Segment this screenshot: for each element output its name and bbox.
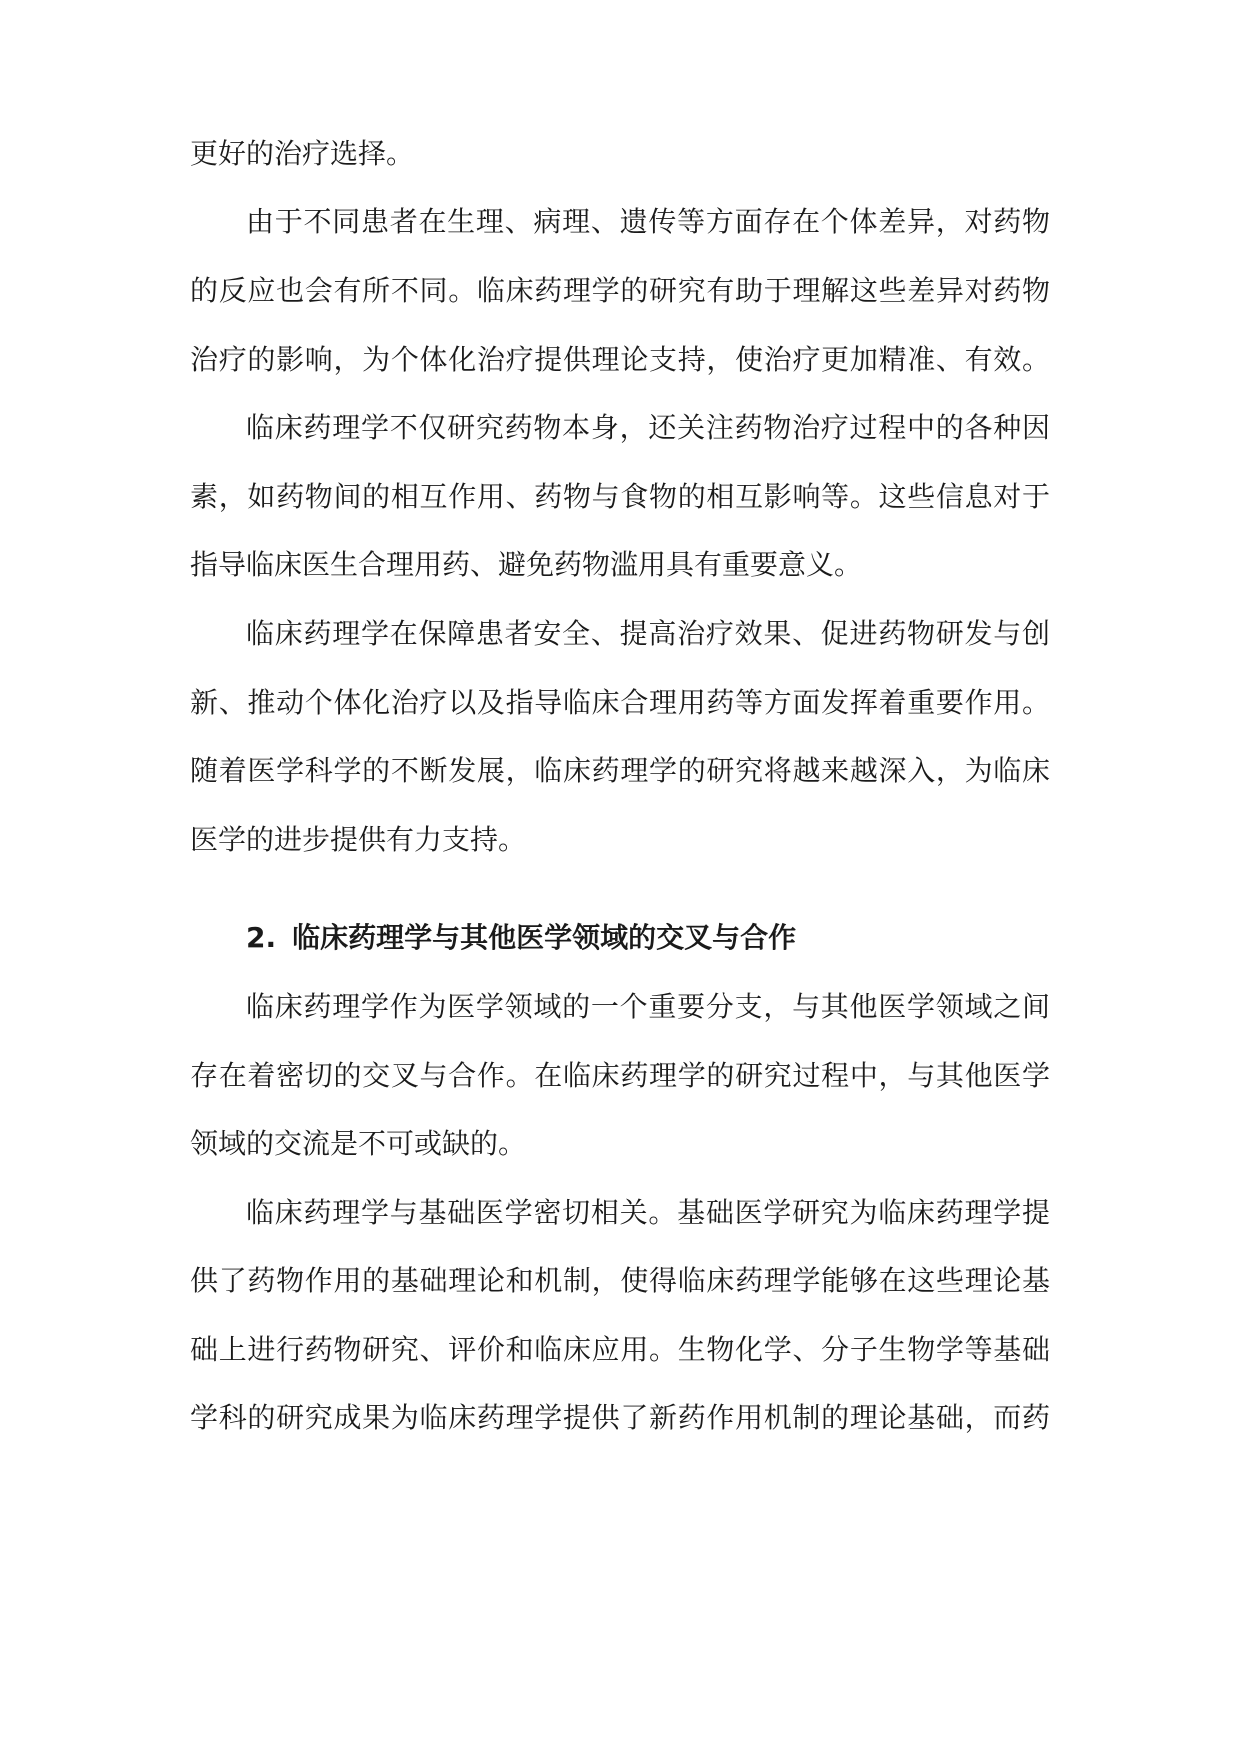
paragraph-3-line-3: 指导临床医生合理用药、避免药物滥用具有重要意义。	[190, 548, 863, 581]
paragraph-4-line-1: 临床药理学在保障患者安全、提高治疗效果、促进药物研发与创	[246, 617, 1050, 650]
paragraph-5-line-1: 临床药理学作为医学领域的一个重要分支，与其他医学领域之间	[246, 990, 1050, 1023]
paragraph-6-line-1: 临床药理学与基础医学密切相关。基础医学研究为临床药理学提	[246, 1196, 1050, 1229]
paragraph-5-line-3: 领域的交流是不可或缺的。	[190, 1127, 527, 1160]
paragraph-2-line-2: 的反应也会有所不同。临床药理学的研究有助于理解这些差异对药物	[190, 274, 1050, 307]
paragraph-1-line-1: 更好的治疗选择。	[190, 137, 415, 170]
paragraph-5-line-2: 存在着密切的交叉与合作。在临床药理学的研究过程中，与其他医学	[190, 1059, 1050, 1092]
paragraph-6-line-3: 础上进行药物研究、评价和临床应用。生物化学、分子生物学等基础	[190, 1333, 1050, 1366]
paragraph-2-line-1: 由于不同患者在生理、病理、遗传等方面存在个体差异，对药物	[246, 205, 1050, 238]
section-heading-title: 临床药理学与其他医学领域的交叉与合作	[292, 921, 797, 954]
paragraph-4-line-4: 医学的进步提供有力支持。	[190, 823, 527, 856]
paragraph-6-line-4: 学科的研究成果为临床药理学提供了新药作用机制的理论基础，而药	[190, 1401, 1050, 1434]
section-heading	[246, 918, 796, 958]
paragraph-3-line-2: 素，如药物间的相互作用、药物与食物的相互影响等。这些信息对于	[190, 480, 1050, 513]
paragraph-2-line-3: 治疗的影响，为个体化治疗提供理论支持，使治疗更加精准、有效。	[190, 343, 1050, 376]
paragraph-4-line-3: 随着医学科学的不断发展，临床药理学的研究将越来越深入，为临床	[190, 754, 1050, 787]
paragraph-4-line-2: 新、推动个体化治疗以及指导临床合理用药等方面发挥着重要作用。	[190, 686, 1050, 719]
paragraph-6-line-2: 供了药物作用的基础理论和机制，使得临床药理学能够在这些理论基	[190, 1264, 1050, 1297]
section-heading-number: 2.	[246, 921, 277, 954]
paragraph-3-line-1: 临床药理学不仅研究药物本身，还关注药物治疗过程中的各种因	[246, 411, 1050, 444]
